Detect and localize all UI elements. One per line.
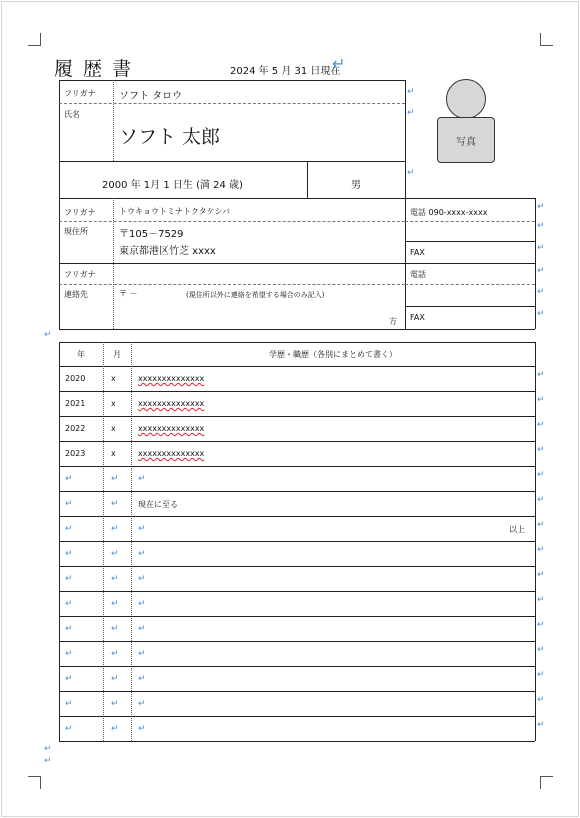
paragraph-mark: ↵: [111, 474, 119, 484]
paragraph-mark: ↵: [44, 744, 52, 754]
address-field[interactable]: 東京都港区竹芝 xxxx: [119, 246, 216, 257]
label-divider: [113, 80, 114, 161]
crop-mark-bottom-left: [28, 776, 41, 789]
history-description[interactable]: xxxxxxxxxxxxxx: [138, 449, 205, 458]
paragraph-mark: ↵: [537, 221, 545, 231]
paragraph-mark: ↵: [111, 524, 119, 534]
history-right-border: [535, 342, 536, 741]
paragraph-mark: ↵: [111, 699, 119, 709]
contact-furigana-divider: [59, 284, 405, 285]
paragraph-mark: ↵: [537, 420, 545, 430]
table-row: [59, 641, 535, 642]
table-row: [59, 741, 535, 742]
contact-furigana-label: フリガナ: [64, 270, 96, 279]
photo-placeholder: [437, 117, 495, 163]
address-furigana-divider: [59, 221, 405, 222]
personal-table-right-border: [405, 80, 406, 198]
paragraph-mark: ↵: [138, 574, 146, 584]
contact-fax-label: FAX: [410, 313, 425, 322]
paragraph-mark: ↵: [537, 445, 545, 455]
paragraph-mark: ↵: [138, 599, 146, 609]
history-year[interactable]: 2022: [65, 424, 86, 433]
paragraph-mark: ↵: [407, 87, 415, 97]
paragraph-mark: ↵: [111, 624, 119, 634]
paragraph-mark: ↵: [407, 168, 415, 178]
year-column-header: 年: [77, 350, 85, 359]
paragraph-mark: ↵: [138, 549, 146, 559]
paragraph-mark: ↵: [65, 649, 73, 659]
address-phone-top-border: [405, 198, 535, 199]
paragraph-mark: ↵: [138, 674, 146, 684]
postal-code-field[interactable]: 〒105－7529: [119, 229, 184, 240]
furigana-divider: [59, 103, 405, 104]
photo-label: 写真: [456, 136, 476, 148]
furigana-label: フリガナ: [64, 89, 96, 98]
address-table-right-border: [535, 198, 536, 329]
table-row: [59, 391, 535, 392]
address-table-bottom-border: [59, 329, 535, 330]
paragraph-mark: ↵: [65, 724, 73, 734]
paragraph-mark: ↵: [65, 499, 73, 509]
paragraph-mark: ↵: [537, 520, 545, 530]
paragraph-mark: ↵: [537, 470, 545, 480]
fax-label: FAX: [410, 248, 425, 257]
paragraph-mark: ↵: [537, 670, 545, 680]
table-row: [59, 491, 535, 492]
paragraph-mark: ↵: [65, 574, 73, 584]
history-month[interactable]: x: [111, 374, 116, 383]
paragraph-mark: ↵: [537, 370, 545, 380]
paragraph-mark: ↵: [537, 266, 545, 276]
contact-label: 連絡先: [64, 290, 88, 299]
table-row: [59, 516, 535, 517]
paragraph-mark: ↵: [537, 202, 545, 212]
phone-divider: [405, 221, 535, 222]
paragraph-mark: ↵: [537, 243, 545, 253]
address-label: 現住所: [64, 227, 88, 236]
personal-table-bottom-border: [59, 198, 405, 199]
description-column-header: 学歴・職歴（各別にまとめて書く）: [269, 350, 397, 359]
paragraph-mark: ↵: [537, 570, 545, 580]
paragraph-mark: ↵: [138, 474, 146, 484]
gender-field[interactable]: 男: [351, 180, 361, 191]
paragraph-mark: ↵: [537, 545, 545, 555]
contact-note: (現住所以外に連絡を希望する場合のみ記入): [186, 291, 325, 299]
paragraph-mark: ↵: [111, 574, 119, 584]
paragraph-mark: ↵: [65, 699, 73, 709]
paragraph-mark: ↵: [138, 699, 146, 709]
paragraph-mark: ↵: [111, 649, 119, 659]
paragraph-mark: ↵: [111, 549, 119, 559]
crop-mark-top-right: [540, 33, 553, 46]
return-icon: ↵: [332, 54, 346, 73]
table-row: [59, 616, 535, 617]
furigana-field[interactable]: ソフト タロウ: [119, 91, 183, 102]
paragraph-mark: ↵: [65, 549, 73, 559]
table-row: [59, 441, 535, 442]
history-month[interactable]: x: [111, 449, 116, 458]
paragraph-mark: ↵: [65, 524, 73, 534]
contact-postal-field[interactable]: 〒 －: [119, 289, 138, 298]
personal-table-top-border: [59, 80, 405, 81]
contact-phone-divider: [405, 284, 535, 285]
history-month[interactable]: x: [111, 424, 116, 433]
table-row: [59, 591, 535, 592]
table-row: [59, 666, 535, 667]
table-row: [59, 541, 535, 542]
table-row: [59, 691, 535, 692]
paragraph-mark: ↵: [111, 674, 119, 684]
gender-divider: [307, 161, 308, 198]
contact-fax-divider: [405, 306, 535, 307]
paragraph-mark: ↵: [537, 645, 545, 655]
crop-mark-top-left: [28, 33, 41, 46]
paragraph-mark: ↵: [44, 756, 52, 766]
paragraph-mark: ↵: [138, 649, 146, 659]
paragraph-mark: ↵: [111, 599, 119, 609]
fax-divider: [405, 241, 535, 242]
paragraph-mark: ↵: [537, 720, 545, 730]
paragraph-mark: ↵: [138, 624, 146, 634]
phone-field[interactable]: 電話 090-xxxx-xxxx: [410, 208, 488, 217]
paragraph-mark: ↵: [138, 724, 146, 734]
name-label: 氏名: [64, 110, 80, 119]
birthdate-field[interactable]: 2000 年 1月 1 日生 (満 24 歳): [102, 180, 243, 191]
paragraph-mark: ↵: [65, 674, 73, 684]
paragraph-mark: ↵: [537, 695, 545, 705]
paragraph-mark: ↵: [65, 624, 73, 634]
contact-suffix: 方: [389, 317, 397, 326]
paragraph-mark: ↵: [111, 724, 119, 734]
history-year[interactable]: 2021: [65, 399, 86, 408]
paragraph-mark: ↵: [111, 499, 119, 509]
paragraph-mark: ↵: [537, 495, 545, 505]
paragraph-mark: ↵: [65, 599, 73, 609]
history-description[interactable]: xxxxxxxxxxxxxx: [138, 374, 205, 383]
month-column-header: 月: [113, 350, 121, 359]
personal-table-left-border: [59, 80, 60, 198]
paragraph-mark: ↵: [407, 108, 415, 118]
paragraph-mark: ↵: [537, 620, 545, 630]
paragraph-mark: ↵: [65, 474, 73, 484]
history-description[interactable]: xxxxxxxxxxxxxx: [138, 399, 205, 408]
crop-mark-bottom-right: [540, 776, 553, 789]
paragraph-mark: ↵: [44, 330, 52, 340]
history-month[interactable]: x: [111, 399, 116, 408]
paragraph-mark: ↵: [138, 524, 146, 534]
document-title[interactable]: 履 歴 書: [54, 58, 134, 80]
table-row: [59, 466, 535, 467]
history-year[interactable]: 2023: [65, 449, 86, 458]
contact-phone-label: 電話: [410, 270, 426, 279]
history-description[interactable]: xxxxxxxxxxxxxx: [138, 424, 205, 433]
paragraph-mark: ↵: [537, 309, 545, 319]
history-description[interactable]: 現在に至る: [138, 500, 178, 509]
paragraph-mark: ↵: [537, 395, 545, 405]
end-label: 以上: [509, 525, 525, 534]
address-furigana-label: フリガナ: [64, 208, 96, 217]
table-row: [59, 716, 535, 717]
table-row: [59, 416, 535, 417]
address-contact-divider: [59, 263, 535, 264]
table-row: [59, 566, 535, 567]
document-date[interactable]: 2024 年 5 月 31 日現在: [230, 66, 341, 77]
paragraph-mark: ↵: [537, 595, 545, 605]
history-year[interactable]: 2020: [65, 374, 86, 383]
name-field[interactable]: ソフト 太郎: [119, 126, 221, 148]
address-furigana-field[interactable]: トウキョウトミナトクタケシバ: [119, 207, 230, 216]
name-divider: [59, 161, 405, 162]
paragraph-mark: ↵: [537, 287, 545, 297]
photo-head-icon: [446, 79, 486, 119]
